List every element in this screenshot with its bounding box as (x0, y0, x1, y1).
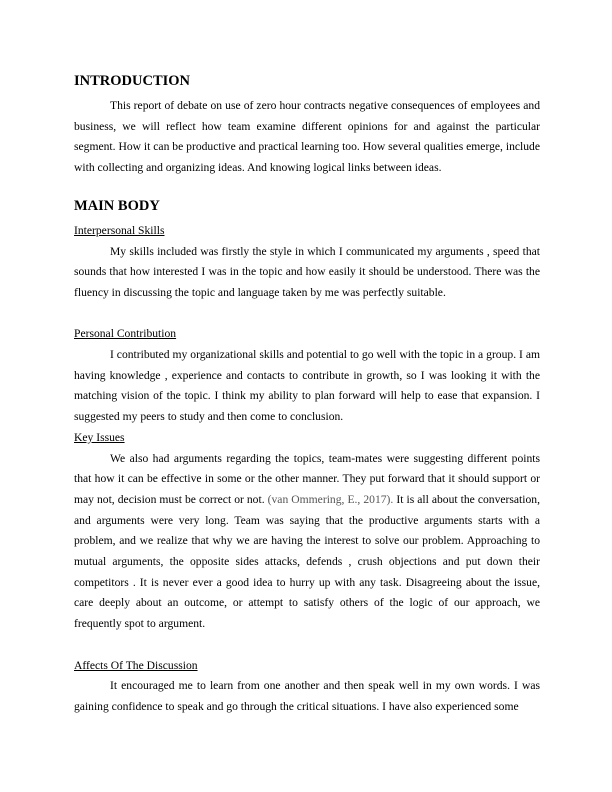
personal-contribution-paragraph: I contributed my organizational skills and potential to go well with the topic in a group. I am having knowledge , experience and contacts to contribute in growth, so I was looking it with the matching vision of the topic. I think my ability to plan forward will help to ease that expansion. I suggested my peers to study and then come to conclusion. (74, 348, 540, 424)
key-issues-paragraph (74, 449, 540, 635)
personal-contribution-subheading: Personal Contribution (74, 327, 177, 341)
key-issues-text-after: It is all about the conversation, and arguments were very long. Team was saying that the productive arguments starts with a problem, and we realize that why we are having the interest to solve our problem. Approaching to mutual arguments, the opposite sides attacks, defends , crush objections and put down their competitors . It is never ever a good idea to hurry up with any task. Disagreeing about the issue, care deeply about an outcome, or attempt to satisfy others of the logic of our approach, we frequently spot to argument. (74, 492, 540, 631)
key-issues-subheading: Key Issues (74, 430, 125, 444)
citation: (van Ommering, E., 2017). (267, 492, 394, 506)
affects-subheading: Affects Of The Discussion (74, 658, 198, 672)
document-page (74, 72, 540, 718)
affects-paragraph: It encouraged me to learn from one another and then speak well in my own words. I was gaining confidence to speak and go through the critical situations. I have also experienced some (74, 679, 540, 713)
introduction-paragraph: This report of debate on use of zero hour contracts negative consequences of employees and business, we will reflect how team examine different opinions for and against the particular segment. How it can be productive and practical learning too. How several qualities emerge, include with collecting and organizing ideas. And knowing logical links between ideas. (74, 99, 540, 175)
interpersonal-skills-subheading: Interpersonal Skills (74, 223, 165, 237)
main-body-heading: MAIN BODY (74, 197, 160, 214)
interpersonal-skills-paragraph: My skills included was firstly the style in which I communicated my arguments , speed that sounds that how interested I was in the topic and how easily it should be understood. There was the fluency in discussing the topic and language taken by me was perfectly suitable. (74, 244, 540, 299)
introduction-heading: INTRODUCTION (74, 73, 191, 89)
key-issues-text-before: We also had arguments regarding the topics, team-mates were suggesting different points that how it can be effective in some or the other manner. They put forward that it should support or may not, decision must be correct or not. (74, 451, 540, 506)
